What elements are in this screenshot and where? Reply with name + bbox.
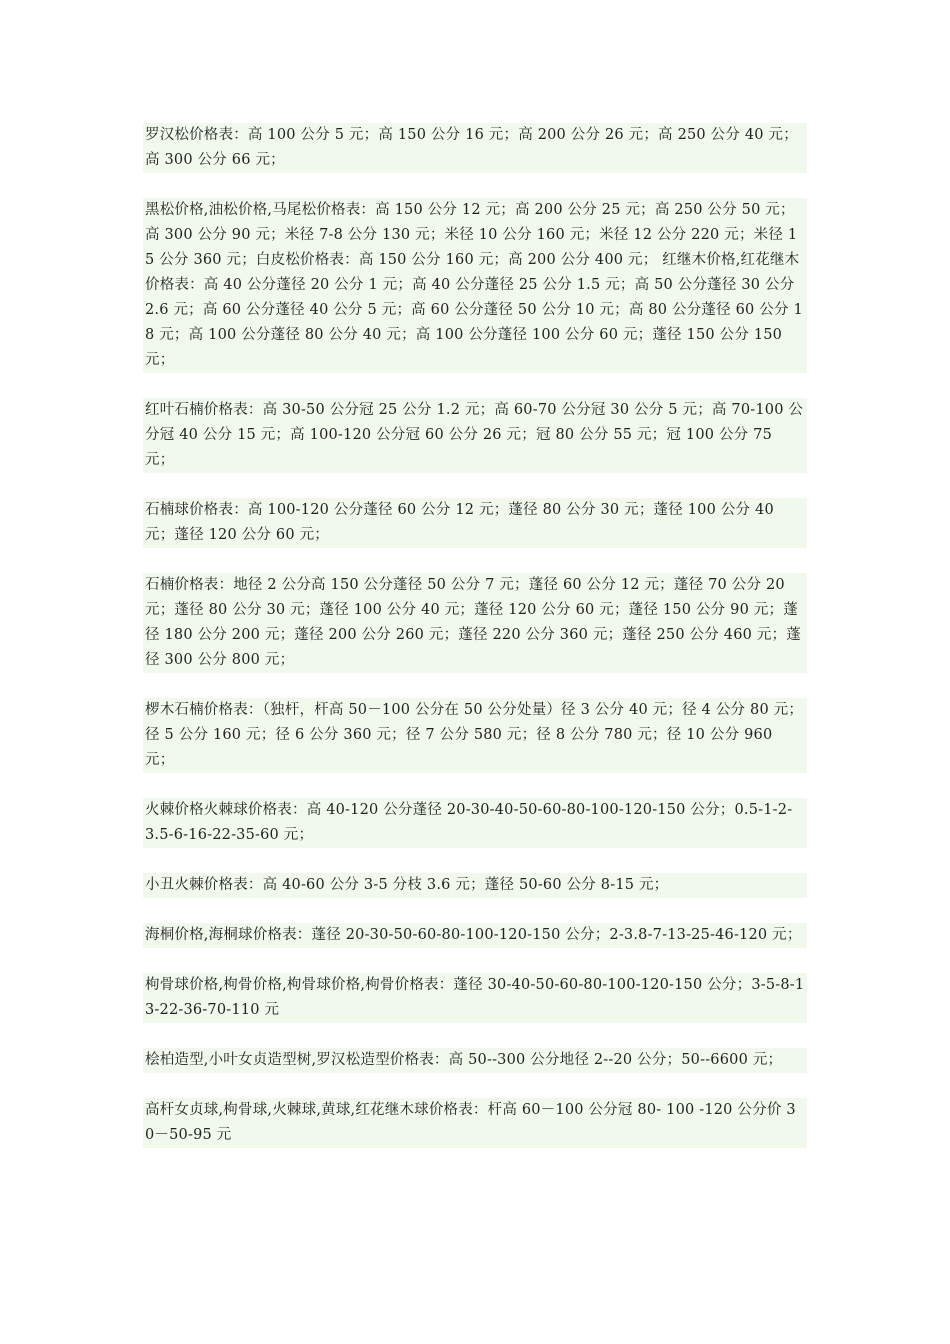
paragraph-luomu-shinan: 椤木石楠价格表：（独杆，杆高 50－100 公分在 50 公分处量）径 3 公分 40 元；径 4 公分 80 元；径 5 公分 160 元；径 6 公分 360 元；径 7 公分 580 元；径 8 公分 780 元；径 10 公分 960 元； — [143, 698, 807, 773]
paragraph-huoji: 火棘价格火棘球价格表：高 40-120 公分蓬径 20-30-40-50-60-80-100-120-150 公分；0.5-1-2-3.5-6-16-22-35-60 元； — [143, 798, 807, 848]
paragraph-haitong: 海桐价格,海桐球价格表：蓬径 20-30-50-60-80-100-120-150 公分；2-3.8-7-13-25-46-120 元； — [143, 923, 807, 948]
price-document — [143, 123, 807, 1173]
paragraph-xiaochou-huoji: 小丑火棘价格表：高 40-60 公分 3-5 分枝 3.6 元；蓬径 50-60 公分 8-15 元； — [143, 873, 807, 898]
paragraph-shinan: 石楠价格表：地径 2 公分高 150 公分蓬径 50 公分 7 元；蓬径 60 公分 12 元；蓬径 70 公分 20 元；蓬径 80 公分 30 元；蓬径 100 公分 40 元；蓬径 120 公分 60 元；蓬径 150 公分 90 元；蓬径 180 公分 200 元；蓬径 200 公分 260 元；蓬径 220 公分 360 元；蓬径 250 公分 460 元；蓬径 300 公分 800 元； — [143, 573, 807, 673]
paragraph-gougu: 枸骨球价格,枸骨价格,枸骨球价格,枸骨价格表：蓬径 30-40-50-60-80-100-120-150 公分；3-5-8-13-22-36-70-110 元 — [143, 973, 807, 1023]
paragraph-shinan-qiu: 石楠球价格表：高 100-120 公分蓬径 60 公分 12 元；蓬径 80 公分 30 元；蓬径 100 公分 40 元；蓬径 120 公分 60 元； — [143, 498, 807, 548]
paragraph-heisong: 黑松价格,油松价格,马尾松价格表：高 150 公分 12 元；高 200 公分 25 元；高 250 公分 50 元；高 300 公分 90 元；米径 7-8 公分 130 元；米径 10 公分 160 元；米径 12 公分 220 元；米径 15 公分 360 元；白皮松价格表：高 150 公分 160 元；高 200 公分 400 元； 红继木价格,红花继木价格表：高 40 公分蓬径 20 公分 1 元；高 40 公分蓬径 25 公分 1.5 元；高 50 公分蓬径 30 公分 2.6 元；高 60 公分蓬径 40 公分 5 元；高 60 公分蓬径 50 公分 10 元；高 80 公分蓬径 60 公分 18 元；高 100 公分蓬径 80 公分 40 元；高 100 公分蓬径 100 公分 60 元；蓬径 150 公分 150 元； — [143, 198, 807, 373]
paragraph-gaogan-nvzhen: 高杆女贞球,枸骨球,火棘球,黄球,红花继木球价格表：杆高 60－100 公分冠 80- 100 -120 公分价 30－50-95 元 — [143, 1098, 807, 1148]
paragraph-luohansong: 罗汉松价格表：高 100 公分 5 元；高 150 公分 16 元；高 200 公分 26 元；高 250 公分 40 元；高 300 公分 66 元； — [143, 123, 807, 173]
paragraph-hongye-shinan: 红叶石楠价格表：高 30-50 公分冠 25 公分 1.2 元；高 60-70 公分冠 30 公分 5 元；高 70-100 公分冠 40 公分 15 元；高 100-120 公分冠 60 公分 26 元；冠 80 公分 55 元；冠 100 公分 75 元； — [143, 398, 807, 473]
paragraph-guibai-zaoxing: 桧柏造型,小叶女贞造型树,罗汉松造型价格表：高 50--300 公分地径 2--20 公分；50--6600 元； — [143, 1048, 807, 1073]
